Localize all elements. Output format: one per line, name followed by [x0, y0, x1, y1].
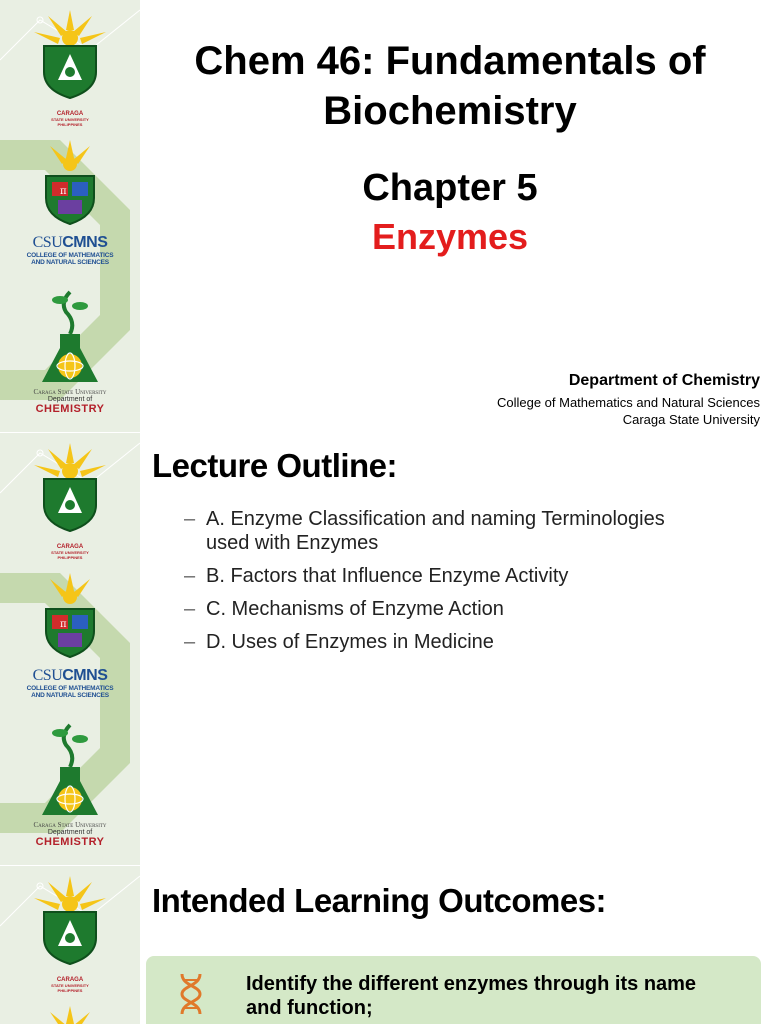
cmns-emblem-logo	[30, 140, 110, 240]
department-name: Department of Chemistry	[568, 372, 760, 389]
caraga-sub-label: STATE UNIVERSITY	[51, 550, 89, 555]
outline-item	[184, 564, 704, 588]
cmns-emblem-logo	[30, 1006, 110, 1024]
outline-item-text: B. Factors that Influence Enzyme Activity	[206, 565, 569, 587]
course-title-line-2: Biochemistry	[323, 89, 577, 133]
cmns-title-cmns: CMNS	[62, 667, 108, 684]
cmns-title-cmns: CMNS	[62, 234, 108, 251]
chem-dept-label: Department of	[47, 829, 93, 836]
dna-icon	[176, 972, 206, 1016]
chemistry-dept-wordmark	[0, 821, 140, 848]
caraga-label: CARAGA	[56, 977, 84, 983]
svg-text:π: π	[60, 186, 67, 197]
slide-title	[0, 0, 768, 432]
caraga-sub-label: STATE UNIVERSITY	[51, 983, 89, 988]
caraga-sub-label: STATE UNIVERSITY	[51, 117, 89, 122]
chem-csu-label: Caraga State University	[33, 388, 107, 396]
slide-learning-outcomes	[0, 866, 768, 1024]
outline-item	[184, 630, 704, 654]
learning-outcomes-heading: Intended Learning Outcomes:	[152, 882, 607, 919]
course-title-line-1: Chem 46: Fundamentals of	[194, 39, 706, 83]
cmns-sub-2: AND NATURAL SCIENCES	[31, 692, 109, 699]
lecture-outline-heading: Lecture Outline:	[152, 447, 398, 484]
slide-sidebar	[0, 433, 140, 865]
chemistry-dept-wordmark	[0, 388, 140, 415]
chem-csu-label: Caraga State University	[33, 821, 107, 829]
cmns-sub-2: AND NATURAL SCIENCES	[31, 259, 109, 266]
dash-bullet-icon: –	[184, 631, 196, 653]
college-name: College of Mathematics and Natural Sciences	[496, 395, 760, 410]
dash-bullet-icon: –	[184, 508, 196, 530]
cmns-sub-1: COLLEGE OF MATHEMATICS	[26, 685, 114, 692]
slide-sidebar	[0, 866, 140, 1024]
caraga-label: CARAGA	[56, 111, 84, 117]
chem-name-label: CHEMISTRY	[35, 403, 105, 415]
caraga-country-label: PHILIPPINES	[57, 555, 83, 560]
caraga-country-label: PHILIPPINES	[57, 988, 83, 993]
cmns-wordmark	[0, 234, 140, 266]
chapter-label: Chapter 5	[362, 167, 538, 209]
slide-lecture-outline	[0, 433, 768, 865]
cmns-sub-1: COLLEGE OF MATHEMATICS	[26, 252, 114, 259]
cmns-title-csu: CSU	[32, 234, 63, 251]
outcome-text: Identify the different enzymes through its name and function;	[246, 973, 697, 1019]
caraga-state-university-logo	[30, 8, 110, 127]
caraga-country-label: PHILIPPINES	[57, 122, 83, 127]
outline-item-text: C. Mechanisms of Enzyme Action	[206, 598, 504, 620]
outcome-card	[146, 956, 761, 1024]
lecture-outline-list	[184, 507, 704, 663]
caraga-label: CARAGA	[56, 544, 84, 550]
chapter-topic: Enzymes	[371, 216, 529, 257]
outline-item	[184, 507, 704, 555]
cmns-wordmark	[0, 667, 140, 699]
outline-item-text: A. Enzyme Classification and naming Terminologies used with Enzymes	[206, 508, 665, 554]
university-name: Caraga State University	[622, 412, 760, 427]
dash-bullet-icon: –	[184, 598, 196, 620]
svg-text:π: π	[60, 619, 67, 630]
course-title	[140, 36, 760, 136]
dash-bullet-icon: –	[184, 565, 196, 587]
chemistry-flask-logo	[30, 286, 110, 396]
chem-dept-label: Department of	[47, 396, 93, 403]
caraga-state-university-logo	[30, 441, 110, 560]
chemistry-flask-logo	[30, 719, 110, 829]
caraga-state-university-logo	[30, 874, 110, 993]
chem-name-label: CHEMISTRY	[35, 836, 105, 848]
outline-item-text: D. Uses of Enzymes in Medicine	[206, 631, 494, 653]
outline-item	[184, 597, 704, 621]
cmns-emblem-logo	[30, 573, 110, 673]
cmns-title-csu: CSU	[32, 667, 63, 684]
slide-sidebar	[0, 0, 140, 432]
